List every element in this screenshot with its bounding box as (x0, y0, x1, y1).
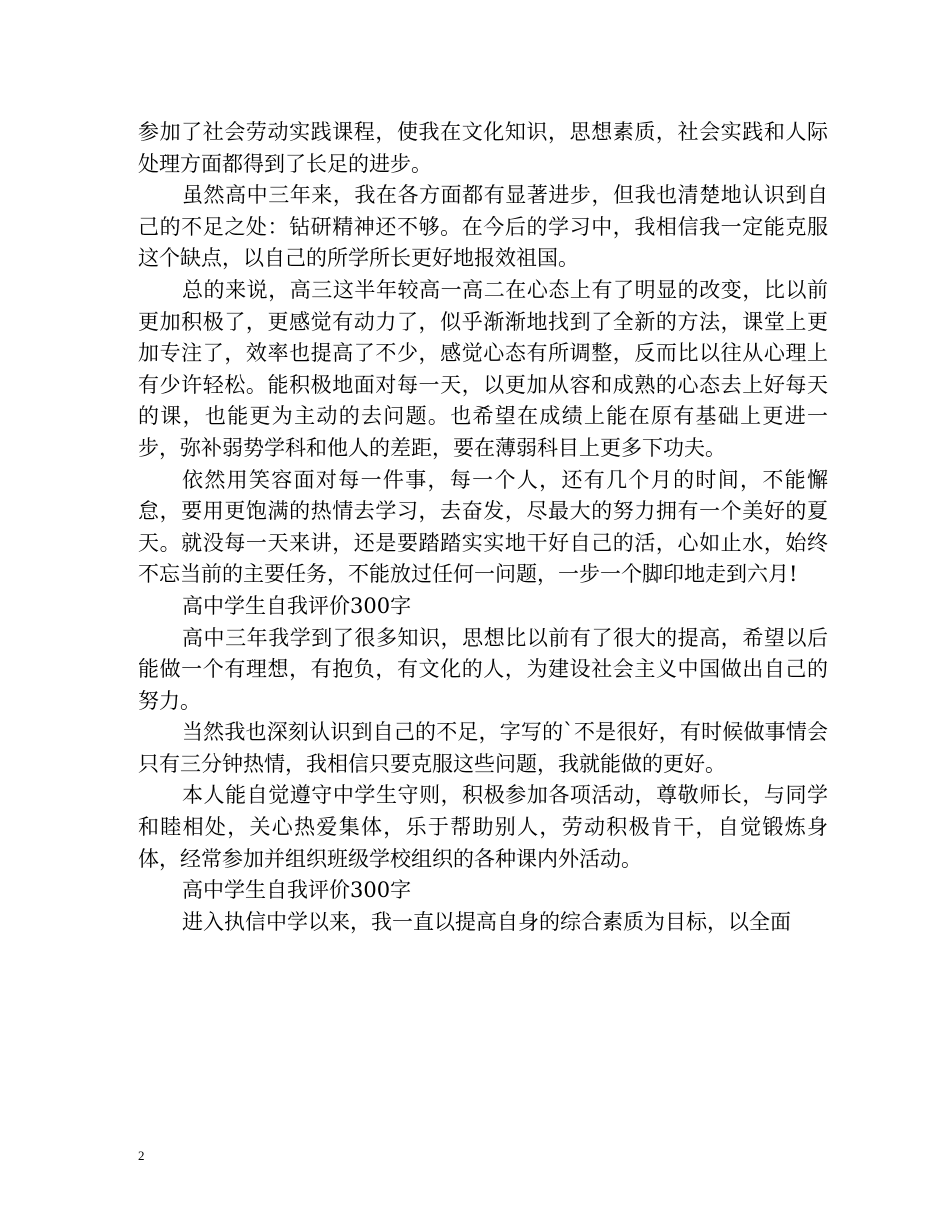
paragraph-8: 进入执信中学以来，我一直以提高自身的综合素质为目标，以全面 (182, 909, 791, 934)
paragraph-4: 依然用笑容面对每一件事，每一个人，还有几个月的时间，不能懈怠，要用更饱满的热情去学习，去奋发，尽最大的努力拥有一个美好的夏天。就没每一天来讲，还是要踏踏实实地干好自己的活，心如止水，始终不忘当前的主要任务，不能放过任何一问题，一步一个脚印地走到六月! (138, 467, 828, 587)
page-number: 2 (138, 1148, 145, 1163)
paragraph-2: 虽然高中三年来，我在各方面都有显著进步，但我也清楚地认识到自己的不足之处：钻研精神还不够。在今后的学习中，我相信我一定能克服这个缺点，以自己的所学所长更好地报效祖国。 (138, 183, 828, 271)
paragraph-1: 参加了社会劳动实践课程，使我在文化知识，思想素质，社会实践和人际处理方面都得到了长足的进步。 (138, 120, 828, 176)
paragraph-6: 当然我也深刻认识到自己的不足，字写的`不是很好，有时候做事情会只有三分钟热情，我相信只要克服这些问题，我就能做的更好。 (138, 720, 828, 776)
document-body (138, 117, 828, 938)
paragraph-5: 高中三年我学到了很多知识，思想比以前有了很大的提高，希望以后能做一个有理想，有抱负，有文化的人，为建设社会主义中国做出自己的努力。 (138, 625, 828, 713)
section-heading-2: 高中学生自我评价300字 (182, 878, 412, 903)
section-heading-1: 高中学生自我评价300字 (182, 593, 412, 618)
paragraph-7: 本人能自觉遵守中学生守则，积极参加各项活动，尊敬师长，与同学和睦相处，关心热爱集体，乐于帮助别人，劳动积极肯干，自觉锻炼身体，经常参加并组织班级学校组织的各种课内外活动。 (138, 783, 828, 871)
paragraph-3: 总的来说，高三这半年较高一高二在心态上有了明显的改变，比以前更加积极了，更感觉有动力了，似乎渐渐地找到了全新的方法，课堂上更加专注了，效率也提高了不少，感觉心态有所调整，反而比以往从心理上有少许轻松。能积极地面对每一天，以更加从容和成熟的心态去上好每天的课，也能更为主动的去问题。也希望在成绩上能在原有基础上更进一步，弥补弱势学科和他人的差距，要在薄弱科目上更多下功夫。 (138, 277, 828, 460)
